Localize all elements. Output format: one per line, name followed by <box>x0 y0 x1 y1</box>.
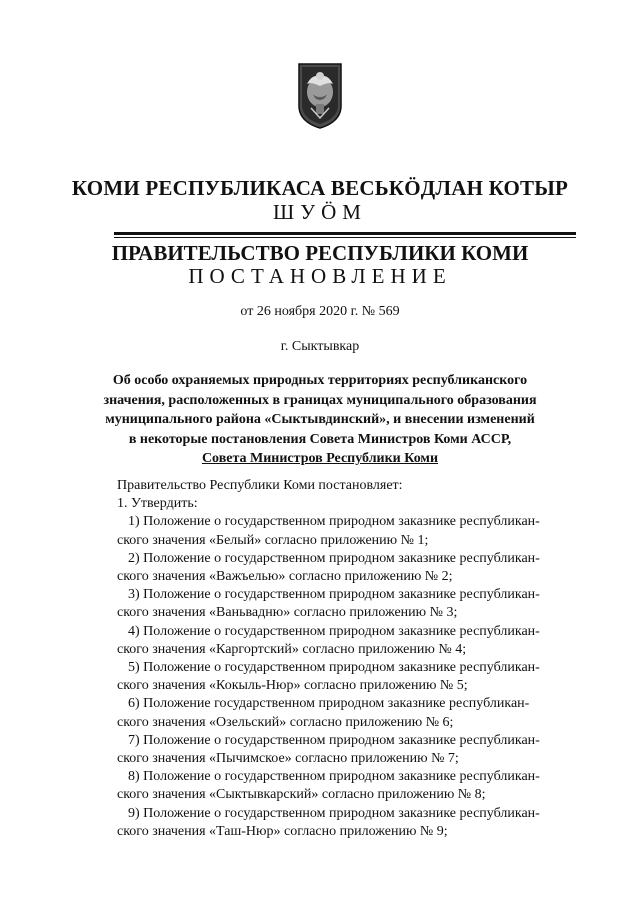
list-item-first-line: 9) Положение о государственном природном заказнике республикан- <box>128 805 540 821</box>
list-item-first-line: 7) Положение о государственном природном заказнике республикан- <box>128 732 540 748</box>
list-item-first-line: 6) Положение государственном природном заказнике республикан- <box>128 696 530 712</box>
list-item-first-line: 4) Положение о государственном природном заказнике республикан- <box>128 623 540 639</box>
list-item-second-line: ского значения «Озельский» согласно приложению № 6; <box>117 714 454 730</box>
list-item-first-line: 8) Положение о государственном природном заказнике республикан- <box>128 769 540 785</box>
list-item-first-line: 2) Положение о государственном природном заказнике республикан- <box>128 550 540 566</box>
decree-title <box>100 371 540 469</box>
list-item-second-line: ского значения «Пычимское» согласно приложению № 7; <box>117 751 459 767</box>
decree-title-line-underlined: Совета Министров Республики Коми <box>201 451 439 466</box>
list-item-second-line: ского значения «Таш-Нюр» согласно приложению № 9; <box>117 823 448 839</box>
komi-government-title: КОМИ РЕСПУБЛИКАСА ВЕСЬКӦДЛАН КОТЫР <box>71 176 569 200</box>
komi-decree-subtitle: ШУӦМ <box>273 200 367 224</box>
header-divider-thick <box>114 232 576 235</box>
list-item-second-line: ского значения «Кокыль-Нюр» согласно приложению № 5; <box>117 678 468 694</box>
list-item-second-line: ского значения «Ваньвадню» согласно приложению № 3; <box>117 605 458 621</box>
list-item-second-line: ского значения «Белый» согласно приложению № 1; <box>117 532 429 548</box>
header-divider-thin <box>114 237 576 238</box>
list-item-first-line: 3) Положение о государственном природном заказнике республикан- <box>128 587 540 603</box>
decree-title-line: муниципального района «Сыктывдинский», и внесении изменений <box>105 412 535 427</box>
list-item-second-line: ского значения «Важъелью» согласно приложению № 2; <box>117 569 453 585</box>
decree-body <box>117 477 582 841</box>
decree-title-line: Об особо охраняемых природных территориях республиканского <box>112 373 528 388</box>
body-point-1: 1. Утвердить: <box>117 496 198 512</box>
decree-title-line: значения, расположенных в границах муниципального образования <box>103 392 537 408</box>
komi-coat-of-arms-icon <box>297 62 343 130</box>
government-title: ПРАВИТЕЛЬСТВО РЕСПУБЛИКИ КОМИ <box>111 241 529 265</box>
list-item-first-line: 5) Положение о государственном природном заказнике республикан- <box>128 660 540 676</box>
decree-date-number: от 26 ноября 2020 г. № 569 <box>240 304 400 319</box>
decree-title-line: в некоторые постановления Совета Министров Коми АССР, <box>128 431 512 447</box>
list-item-first-line: 1) Положение о государственном природном заказнике республикан- <box>128 514 540 530</box>
list-item-second-line: ского значения «Сыктывкарский» согласно приложению № 8; <box>117 787 486 803</box>
decree-city: г. Сыктывкар <box>280 339 360 354</box>
decree-subtitle: ПОСТАНОВЛЕНИЕ <box>188 264 452 288</box>
list-item-second-line: ского значения «Каргортский» согласно приложению № 4; <box>117 641 467 657</box>
body-intro: Правительство Республики Коми постановляет: <box>117 478 403 493</box>
